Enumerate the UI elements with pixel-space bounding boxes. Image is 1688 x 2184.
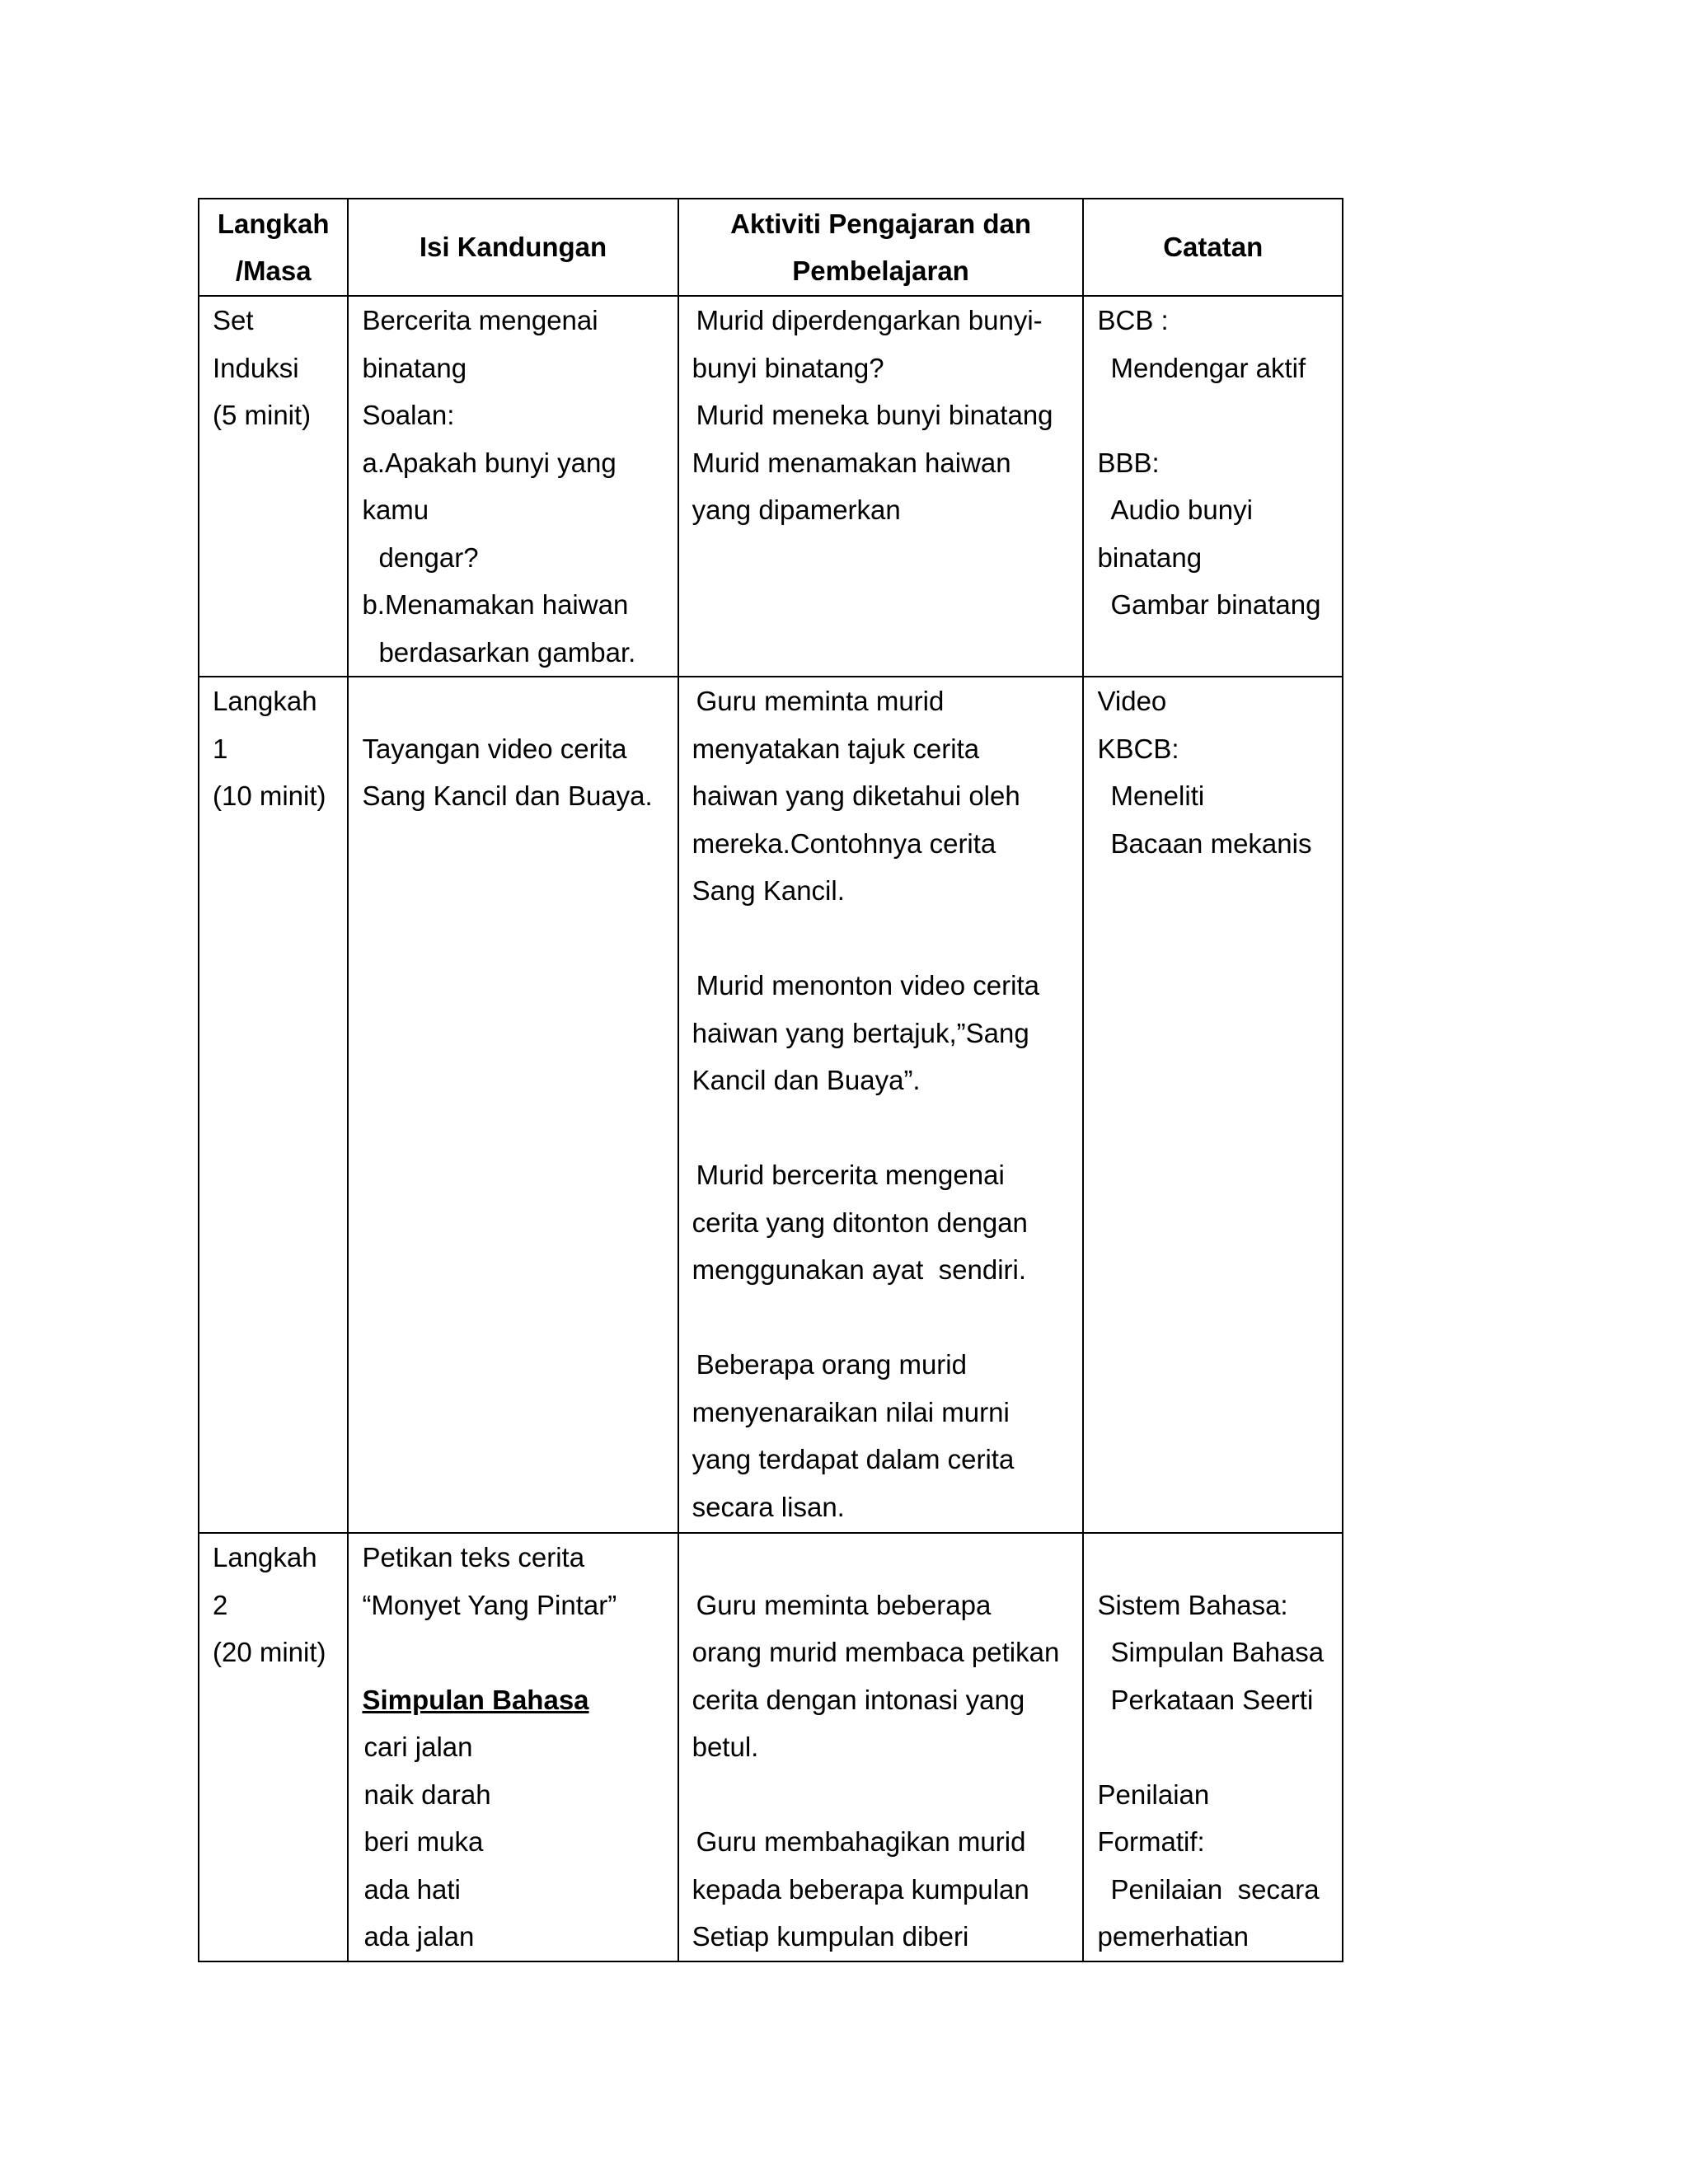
cell-line: secara lisan. <box>692 1491 845 1522</box>
cell-line: Guru membahagikan murid <box>696 1826 1026 1857</box>
cell-line: Sang Kancil dan Buaya. <box>362 780 653 811</box>
cell-line: 2 <box>213 1589 228 1620</box>
cell-line: kepada beberapa kumpulan <box>692 1873 1029 1905</box>
cell-line: berdasarkan gambar. <box>378 636 636 668</box>
cell-line: b.Menamakan haiwan <box>362 589 629 620</box>
cell-line <box>362 677 663 725</box>
cell-line: Langkah <box>213 686 317 716</box>
cell-isi <box>348 296 678 677</box>
cell-langkah <box>199 677 348 1533</box>
simpulan-bahasa-heading: Simpulan Bahasa <box>362 1684 589 1715</box>
cell-aktiviti <box>678 1533 1084 1961</box>
cell-line: (10 minit) <box>213 780 326 811</box>
cell-line: Tayangan video cerita <box>362 733 627 764</box>
cell-line: dengar? <box>378 541 479 573</box>
cell-line: Guru meminta beberapa <box>696 1589 992 1620</box>
cell-line: haiwan yang bertajuk,”Sang <box>692 1017 1029 1048</box>
cell-line: ada hati <box>363 1873 461 1905</box>
header-isi-kandungan <box>348 199 678 296</box>
cell-line: (5 minit) <box>213 400 312 430</box>
cell-aktiviti <box>678 677 1084 1533</box>
cell-line: cerita dengan intonasi yang <box>692 1684 1025 1715</box>
header-catatan <box>1083 199 1343 296</box>
header-line: Langkah <box>217 208 330 239</box>
header-line: Catatan <box>1163 232 1264 263</box>
cell-line: Induksi <box>213 352 299 383</box>
cell-catatan <box>1083 1533 1343 1961</box>
cell-line <box>362 1629 663 1676</box>
cell-isi <box>348 1533 678 1961</box>
cell-line: (20 minit) <box>213 1637 326 1667</box>
cell-line: beri muka <box>363 1826 484 1857</box>
cell-line: Simpulan Bahasa <box>1110 1637 1325 1667</box>
cell-line: Penilaian <box>1097 1779 1210 1810</box>
lesson-plan-table <box>198 198 1343 1962</box>
cell-line: Langkah <box>213 1542 317 1572</box>
cell-line: naik darah <box>363 1779 491 1810</box>
cell-line: binatang <box>1097 541 1203 573</box>
cell-line: haiwan yang diketahui oleh <box>692 780 1020 811</box>
table-header-row <box>199 199 1343 296</box>
cell-line: orang murid membaca petikan <box>692 1637 1060 1667</box>
header-line: Pembelajaran <box>792 255 969 286</box>
cell-line: Murid meneka bunyi binatang <box>696 400 1053 430</box>
cell-line <box>692 1534 1070 1582</box>
cell-line: Sang Kancil. <box>692 875 845 906</box>
cell-line: menyatakan tajuk cerita <box>692 733 980 764</box>
cell-line <box>692 1771 1070 1819</box>
cell-line: ada jalan <box>363 1921 475 1952</box>
cell-line: cari jalan <box>363 1732 473 1762</box>
cell-catatan <box>1083 296 1343 677</box>
cell-line: Sistem Bahasa: <box>1097 1589 1288 1620</box>
cell-langkah <box>199 296 348 677</box>
cell-line <box>692 1104 1070 1152</box>
cell-isi <box>348 677 678 1533</box>
header-aktiviti <box>678 199 1084 296</box>
cell-line: Murid bercerita mengenai <box>696 1160 1005 1190</box>
table-row <box>199 1533 1343 1961</box>
cell-line: menyenaraikan nilai murni <box>692 1396 1010 1427</box>
cell-line: yang terdapat dalam cerita <box>692 1444 1015 1474</box>
cell-aktiviti <box>678 296 1084 677</box>
cell-line: Beberapa orang murid <box>696 1349 967 1380</box>
cell-line: cerita yang ditonton dengan <box>692 1207 1028 1238</box>
cell-line: mereka.Contohnya cerita <box>692 827 996 859</box>
cell-line: menggunakan ayat sendiri. <box>692 1254 1027 1285</box>
cell-line: KBCB: <box>1097 733 1179 764</box>
cell-line: Guru meminta murid <box>696 686 945 716</box>
cell-line: a.Apakah bunyi yang <box>362 447 617 478</box>
cell-line: Soalan: <box>362 400 455 430</box>
cell-line: Setiap kumpulan diberi <box>692 1921 969 1952</box>
table-row <box>199 677 1343 1533</box>
cell-line: “Monyet Yang Pintar” <box>362 1589 617 1620</box>
cell-line <box>692 915 1070 963</box>
cell-line: Murid diperdengarkan bunyi- <box>696 305 1043 335</box>
cell-line: Mendengar aktif <box>1110 352 1306 383</box>
cell-line <box>1097 391 1329 439</box>
cell-line: Bacaan mekanis <box>1110 827 1312 859</box>
cell-line: Formatif: <box>1097 1826 1205 1857</box>
cell-line <box>1097 1534 1329 1582</box>
cell-line: Set <box>213 305 254 335</box>
cell-line: betul. <box>692 1732 759 1762</box>
cell-line: BCB : <box>1097 305 1169 335</box>
cell-line: yang dipamerkan <box>692 494 901 525</box>
cell-line: Gambar binatang <box>1110 589 1321 620</box>
cell-line: Video <box>1097 686 1167 716</box>
cell-line: Bercerita mengenai <box>362 305 598 335</box>
table-row <box>199 296 1343 677</box>
cell-line: Perkataan Seerti <box>1110 1684 1314 1715</box>
cell-line: binatang <box>362 352 467 383</box>
cell-line: 1 <box>213 733 228 764</box>
cell-catatan <box>1083 677 1343 1533</box>
cell-line: Meneliti <box>1110 780 1205 811</box>
cell-line: kamu <box>362 494 429 525</box>
header-line: /Masa <box>235 255 312 286</box>
cell-line: bunyi binatang? <box>692 352 884 383</box>
header-langkah-masa <box>199 199 348 296</box>
cell-line <box>1097 1723 1329 1771</box>
cell-line: Murid menamakan haiwan <box>692 447 1011 478</box>
cell-langkah <box>199 1533 348 1961</box>
cell-line <box>692 1294 1070 1342</box>
cell-line: Penilaian secara <box>1110 1873 1320 1905</box>
cell-line: Murid menonton video cerita <box>696 970 1039 1001</box>
cell-line: Audio bunyi <box>1110 494 1253 525</box>
cell-line: pemerhatian <box>1097 1921 1249 1952</box>
cell-line: Kancil dan Buaya”. <box>692 1065 921 1095</box>
cell-line: BBB: <box>1097 447 1160 478</box>
header-line: Aktiviti Pengajaran dan <box>730 208 1031 239</box>
cell-line: Petikan teks cerita <box>362 1542 585 1572</box>
header-line: Isi Kandungan <box>419 232 607 263</box>
